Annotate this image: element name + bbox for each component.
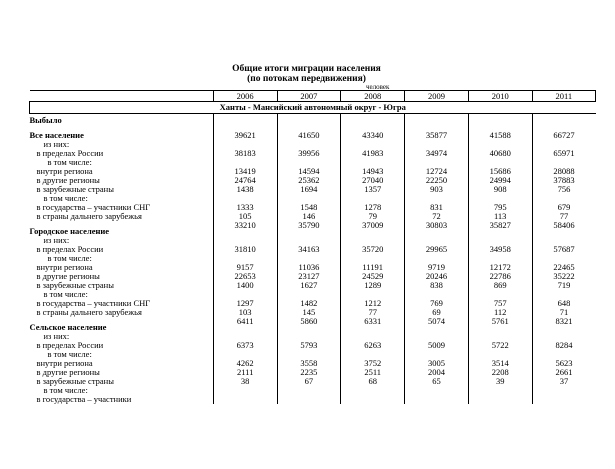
table-row: [30, 131, 596, 140]
value-cell: 903: [405, 185, 469, 194]
value-cell: 12172: [468, 263, 532, 272]
value-cell: 65971: [532, 149, 595, 158]
table-row: [30, 377, 596, 386]
value-cell: 15686: [468, 167, 532, 176]
value-cell: 41983: [341, 149, 405, 158]
value-cell: [213, 395, 277, 404]
value-cell: 3005: [405, 359, 469, 368]
value-cell: 65: [405, 377, 469, 386]
value-cell: 38183: [213, 149, 277, 158]
row-label: в том числе:: [47, 157, 92, 167]
value-cell: 105: [213, 212, 277, 221]
value-cell: 69: [405, 308, 469, 317]
value-cell: 35877: [405, 131, 469, 140]
row-label: в государства – участники СНГ: [36, 202, 151, 212]
value-cell: 6331: [341, 317, 405, 332]
value-cell: 11191: [341, 263, 405, 272]
value-cell: 71: [532, 308, 595, 317]
value-cell: 14594: [277, 167, 341, 176]
value-cell: 2661: [532, 368, 595, 377]
year-header: 2011: [532, 91, 595, 102]
value-cell: 31810: [213, 245, 277, 254]
value-cell: 41650: [277, 131, 341, 140]
table-row: [30, 341, 596, 350]
region-name: Ханты - Мансийский автономный округ - Югра: [30, 102, 596, 114]
row-label: в том числе:: [47, 253, 92, 263]
value-cell: 1548: [277, 203, 341, 212]
value-cell: 22465: [532, 263, 595, 272]
row-label: в государства – участники СНГ: [36, 298, 151, 308]
value-cell: 1297: [213, 299, 277, 308]
table-row: [30, 245, 596, 254]
value-cell: 3558: [277, 359, 341, 368]
value-cell: 5623: [532, 359, 595, 368]
row-label: в том числе:: [43, 385, 88, 395]
value-cell: 5074: [405, 317, 469, 332]
value-cell: 57687: [532, 245, 595, 254]
value-cell: 43340: [341, 131, 405, 140]
value-cell: 9157: [213, 263, 277, 272]
value-cell: 37009: [341, 221, 405, 236]
title-line-1: Общие итоги миграции населения: [232, 64, 381, 74]
value-cell: 8321: [532, 317, 595, 332]
value-cell: [532, 386, 595, 395]
year-header: 2008: [341, 91, 405, 102]
value-cell: 795: [468, 203, 532, 212]
table-row: [30, 221, 596, 236]
value-cell: 831: [405, 203, 469, 212]
value-cell: [213, 386, 277, 395]
value-cell: 5761: [468, 317, 532, 332]
value-cell: 1278: [341, 203, 405, 212]
row-label: внутри региона: [36, 262, 93, 272]
value-cell: 25362: [277, 176, 341, 185]
value-cell: 1289: [341, 281, 405, 290]
value-cell: 1694: [277, 185, 341, 194]
value-cell: 14943: [341, 167, 405, 176]
section-label: Выбыло: [29, 115, 62, 125]
value-cell: [468, 386, 532, 395]
value-cell: 35222: [532, 272, 595, 281]
corner-cell: [30, 91, 214, 102]
value-cell: 648: [532, 299, 595, 308]
value-cell: 66727: [532, 131, 595, 140]
row-label: в том числе:: [43, 289, 88, 299]
value-cell: 869: [468, 281, 532, 290]
value-cell: 22250: [405, 176, 469, 185]
table-row: [30, 149, 596, 158]
value-cell: 24529: [341, 272, 405, 281]
value-cell: 67: [277, 377, 341, 386]
value-cell: 5860: [277, 317, 341, 332]
value-cell: 5722: [468, 341, 532, 350]
value-cell: 39: [468, 377, 532, 386]
value-cell: [468, 395, 532, 404]
row-label: в страны дальнего зарубежья: [36, 307, 142, 317]
value-cell: 20246: [405, 272, 469, 281]
value-cell: 145: [277, 308, 341, 317]
value-cell: 1357: [341, 185, 405, 194]
value-cell: 37883: [532, 176, 595, 185]
row-label: в пределах России: [36, 340, 104, 350]
region-row: [30, 102, 596, 114]
row-label: в пределах России: [36, 244, 104, 254]
value-cell: 29965: [405, 245, 469, 254]
value-cell: 756: [532, 185, 595, 194]
row-label: в зарубежные страны: [36, 184, 114, 194]
value-cell: 2111: [213, 368, 277, 377]
value-cell: 838: [405, 281, 469, 290]
value-cell: 34958: [468, 245, 532, 254]
value-cell: [277, 395, 341, 404]
section-row: [30, 114, 596, 132]
value-cell: 8284: [532, 341, 595, 350]
value-cell: [341, 386, 405, 395]
value-cell: 58406: [532, 221, 595, 236]
value-cell: 34974: [405, 149, 469, 158]
value-cell: 39621: [213, 131, 277, 140]
row-label: из них:: [43, 235, 70, 245]
table-row: [30, 317, 596, 332]
value-cell: 27040: [341, 176, 405, 185]
row-label: внутри региона: [36, 358, 93, 368]
value-cell: 9719: [405, 263, 469, 272]
value-cell: 1400: [213, 281, 277, 290]
value-cell: 1627: [277, 281, 341, 290]
value-cell: 1438: [213, 185, 277, 194]
value-cell: 77: [532, 212, 595, 221]
year-header: 2007: [277, 91, 341, 102]
value-cell: 22786: [468, 272, 532, 281]
value-cell: 908: [468, 185, 532, 194]
year-header: 2009: [405, 91, 469, 102]
value-cell: [277, 386, 341, 395]
row-label: в страны дальнего зарубежья: [36, 211, 142, 221]
value-cell: 3514: [468, 359, 532, 368]
value-cell: 2235: [277, 368, 341, 377]
value-cell: 113: [468, 212, 532, 221]
table-row: [30, 395, 596, 404]
migration-table: [29, 90, 596, 404]
value-cell: [341, 395, 405, 404]
row-label: в пределах России: [36, 148, 104, 158]
value-cell: 35720: [341, 245, 405, 254]
value-cell: 719: [532, 281, 595, 290]
value-cell: 33210: [213, 221, 277, 236]
table-title: [0, 64, 615, 84]
value-cell: 39956: [277, 149, 341, 158]
value-cell: 2511: [341, 368, 405, 377]
value-cell: 769: [405, 299, 469, 308]
row-label: в том числе:: [47, 349, 92, 359]
row-label: Городское население: [29, 226, 110, 236]
row-label: в зарубежные страны: [36, 280, 114, 290]
value-cell: 112: [468, 308, 532, 317]
value-cell: 2004: [405, 368, 469, 377]
year-header: 2006: [213, 91, 277, 102]
value-cell: 679: [532, 203, 595, 212]
value-cell: 35827: [468, 221, 532, 236]
value-cell: 34163: [277, 245, 341, 254]
table-row: [30, 185, 596, 194]
value-cell: 24994: [468, 176, 532, 185]
row-label: в государства – участники: [36, 394, 132, 404]
row-label: в другие регионы: [36, 367, 100, 377]
value-cell: 72: [405, 212, 469, 221]
value-cell: 1482: [277, 299, 341, 308]
value-cell: 30803: [405, 221, 469, 236]
value-cell: [405, 395, 469, 404]
value-cell: 35790: [277, 221, 341, 236]
value-cell: 40680: [468, 149, 532, 158]
row-label: Все население: [29, 130, 84, 140]
value-cell: 28088: [532, 167, 595, 176]
units-label: человек: [366, 83, 390, 91]
value-cell: 41588: [468, 131, 532, 140]
value-cell: 13419: [213, 167, 277, 176]
value-cell: 79: [341, 212, 405, 221]
value-cell: [532, 395, 595, 404]
value-cell: 77: [341, 308, 405, 317]
row-label: из них:: [43, 331, 70, 341]
year-header-row: [30, 91, 596, 102]
row-label: в другие регионы: [36, 271, 100, 281]
value-cell: 5009: [405, 341, 469, 350]
value-cell: 5793: [277, 341, 341, 350]
value-cell: 11036: [277, 263, 341, 272]
value-cell: 146: [277, 212, 341, 221]
table-row: [30, 281, 596, 290]
value-cell: 24764: [213, 176, 277, 185]
value-cell: 2208: [468, 368, 532, 377]
year-header: 2010: [468, 91, 532, 102]
title-line-2: (по потокам передвижения): [247, 74, 366, 84]
row-label: в зарубежные страны: [36, 376, 114, 386]
value-cell: 23127: [277, 272, 341, 281]
row-label: в том числе:: [43, 193, 88, 203]
value-cell: 37: [532, 377, 595, 386]
value-cell: 1212: [341, 299, 405, 308]
value-cell: 38: [213, 377, 277, 386]
row-label: из них:: [43, 139, 70, 149]
value-cell: 1333: [213, 203, 277, 212]
value-cell: 103: [213, 308, 277, 317]
value-cell: 6411: [213, 317, 277, 332]
row-label: Сельское население: [29, 322, 107, 332]
value-cell: 3752: [341, 359, 405, 368]
value-cell: 68: [341, 377, 405, 386]
row-label: внутри региона: [36, 166, 93, 176]
value-cell: 4262: [213, 359, 277, 368]
value-cell: 22653: [213, 272, 277, 281]
value-cell: 12724: [405, 167, 469, 176]
value-cell: 757: [468, 299, 532, 308]
row-label: в другие регионы: [36, 175, 100, 185]
value-cell: [405, 386, 469, 395]
value-cell: 6373: [213, 341, 277, 350]
value-cell: 6263: [341, 341, 405, 350]
